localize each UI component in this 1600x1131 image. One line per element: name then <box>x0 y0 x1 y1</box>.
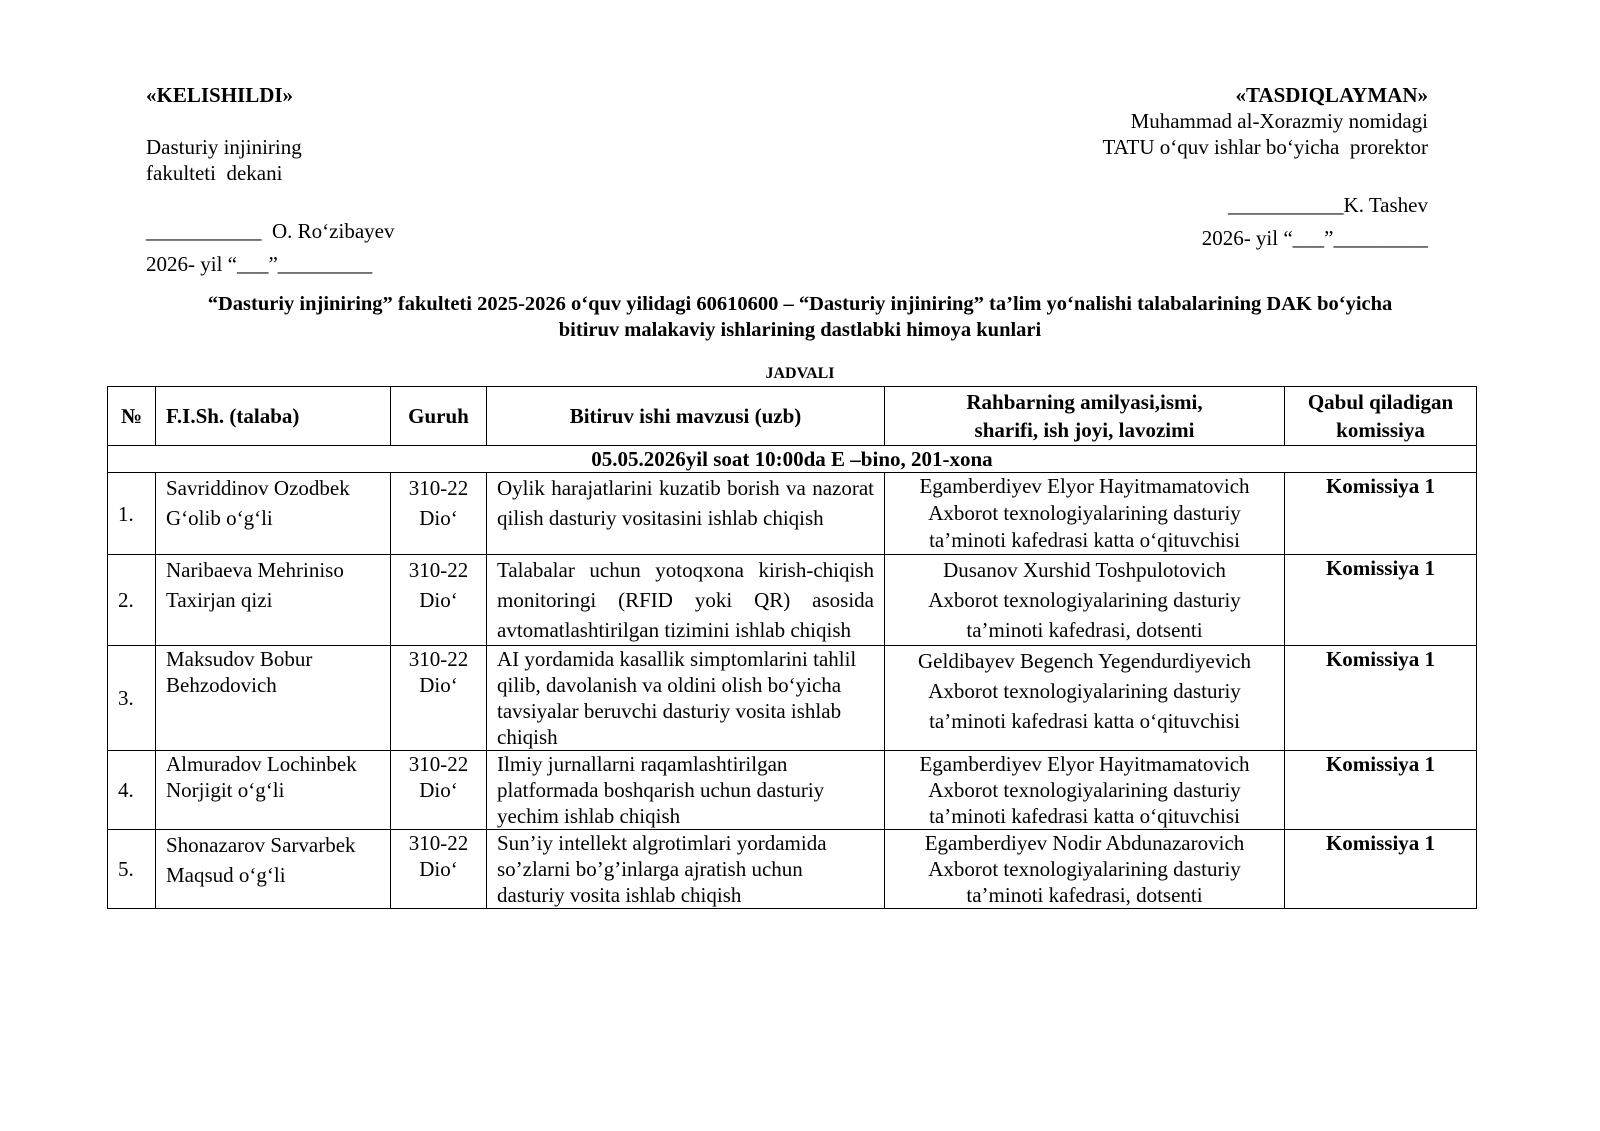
table-header-row <box>108 387 1477 446</box>
supervisor-name: Geldibayev Begench Yegendurdiyevich <box>918 649 1251 673</box>
student-patronymic: Taxirjan qizi <box>166 588 273 612</box>
student-surname-name: Almuradov Lochinbek <box>166 752 357 776</box>
supervisor-position: ta’minoti kafedrasi katta o‘qituvchisi <box>929 709 1240 733</box>
student-name <box>156 555 391 646</box>
thesis-topic: Talabalar uchun yotoqxona kirish-chiqish monitoringi (RFID yoki QR) asosida avtomatlashtirilgan tizimini ishlab chiqish <box>487 555 885 646</box>
supervisor-department: Axborot texnologiyalarining dasturiy <box>928 857 1241 881</box>
header-commission-line1: Qabul qiladigan <box>1307 390 1454 414</box>
supervisor-department: Axborot texnologiyalarining dasturiy <box>928 778 1241 802</box>
supervisor-name: Egamberdiyev Nodir Abdunazarovich <box>924 831 1245 855</box>
dean-position-line2: fakulteti dekani <box>146 161 283 185</box>
student-surname-name: Savriddinov Ozodbek <box>166 476 350 500</box>
dean-signature-line: ___________ O. Ro‘zibayev <box>146 219 395 243</box>
student-patronymic: Maqsud o‘g‘li <box>166 863 286 887</box>
supervisor-name: Egamberdiyev Elyor Hayitmamatovich <box>919 474 1250 498</box>
supervisor-position: ta’minoti kafedrasi katta o‘qituvchisi <box>929 528 1240 552</box>
dean-date-line: 2026- yil “___”_________ <box>146 252 373 276</box>
supervisor-position: ta’minoti kafedrasi katta o‘qituvchisi <box>929 804 1240 828</box>
student-surname-name: Shonazarov Sarvarbek <box>166 833 356 857</box>
group-code: 310-22 <box>408 647 469 671</box>
thesis-topic: Oylik harajatlarini kuzatib borish va nazorat qilish dasturiy vositasini ishlab chiqish <box>487 473 885 555</box>
student-patronymic: Behzodovich <box>166 673 277 697</box>
row-number: 3. <box>108 646 156 751</box>
prorector-position-line2: TATU o‘quv ishlar bo‘yicha prorektor <box>1102 135 1428 159</box>
header-student-name: F.I.Sh. (talaba) <box>156 387 391 446</box>
table-row <box>108 473 1477 555</box>
group-code: 310-22 <box>408 831 469 855</box>
prorector-date-line: 2026- yil “___”_________ <box>1201 226 1428 250</box>
supervisor <box>885 646 1285 751</box>
thesis-topic: Ilmiy jurnallarni raqamlashtirilgan platformada boshqarish uchun dasturiy yechim ishlab chiqish <box>487 751 885 830</box>
supervisor-position: ta’minoti kafedrasi, dotsenti <box>966 883 1203 907</box>
approve-block <box>728 82 1428 251</box>
student-group <box>391 751 487 830</box>
student-surname-name: Naribaeva Mehriniso <box>166 558 344 582</box>
commission: Komissiya 1 <box>1285 751 1477 830</box>
document-title <box>130 291 1470 343</box>
header-commission <box>1285 387 1477 446</box>
supervisor-position: ta’minoti kafedrasi, dotsenti <box>966 618 1203 642</box>
student-group <box>391 830 487 909</box>
header-group: Guruh <box>391 387 487 446</box>
group-code: 310-22 <box>408 752 469 776</box>
row-number: 5. <box>108 830 156 909</box>
group-suffix: Dio‘ <box>419 857 458 881</box>
group-code: 310-22 <box>408 558 469 582</box>
row-number: 4. <box>108 751 156 830</box>
commission: Komissiya 1 <box>1285 646 1477 751</box>
student-name <box>156 646 391 751</box>
header-supervisor-line2: sharifi, ish joyi, lavozimi <box>974 418 1195 442</box>
header-commission-line2: komissiya <box>1336 418 1425 442</box>
supervisor <box>885 473 1285 555</box>
defense-schedule-table <box>107 386 1477 909</box>
supervisor-department: Axborot texnologiyalarining dasturiy <box>928 501 1241 525</box>
row-number: 2. <box>108 555 156 646</box>
student-patronymic: G‘olib o‘g‘li <box>166 506 273 530</box>
prorector-signature-line: ___________K. Tashev <box>1228 193 1428 217</box>
session-row <box>108 446 1477 473</box>
prorector-position-line1: Muhammad al-Xorazmiy nomidagi <box>1130 109 1428 133</box>
approve-heading: «TASDIQLAYMAN» <box>1235 83 1428 107</box>
student-group <box>391 646 487 751</box>
student-patronymic: Norjigit o‘g‘li <box>166 778 285 802</box>
dean-position-line1: Dasturiy injiniring <box>146 135 302 159</box>
commission: Komissiya 1 <box>1285 473 1477 555</box>
agreed-block <box>146 82 546 277</box>
row-number: 1. <box>108 473 156 555</box>
student-name <box>156 473 391 555</box>
header-number: № <box>108 387 156 446</box>
table-row <box>108 830 1477 909</box>
group-suffix: Dio‘ <box>419 506 458 530</box>
header-supervisor <box>885 387 1285 446</box>
header-topic: Bitiruv ishi mavzusi (uzb) <box>487 387 885 446</box>
document-title-line2: bitiruv malakaviy ishlarining dastlabki himoya kunlari <box>558 319 1042 341</box>
student-group <box>391 555 487 646</box>
student-name <box>156 751 391 830</box>
student-name <box>156 830 391 909</box>
thesis-topic: Sun’iy intellekt algrotimlari yordamida so’zlarni bo’g’inlarga ajratish uchun dasturiy vosita ishlab chiqish <box>487 830 885 909</box>
supervisor-name: Egamberdiyev Elyor Hayitmamatovich <box>919 752 1250 776</box>
commission: Komissiya 1 <box>1285 555 1477 646</box>
group-code: 310-22 <box>408 476 469 500</box>
table-row <box>108 751 1477 830</box>
supervisor-department: Axborot texnologiyalarining dasturiy <box>928 679 1241 703</box>
table-row <box>108 646 1477 751</box>
agreed-heading: «KELISHILDI» <box>146 83 294 107</box>
group-suffix: Dio‘ <box>419 588 458 612</box>
supervisor-department: Axborot texnologiyalarining dasturiy <box>928 588 1241 612</box>
document-subtitle: JADVALI <box>765 365 835 382</box>
group-suffix: Dio‘ <box>419 778 458 802</box>
table-row <box>108 555 1477 646</box>
thesis-topic: AI yordamida kasallik simptomlarini tahlil qilib, davolanish va oldini olish bo‘yicha tavsiyalar beruvchi dasturiy vosita ishlab chiqish <box>487 646 885 751</box>
commission: Komissiya 1 <box>1285 830 1477 909</box>
supervisor <box>885 555 1285 646</box>
session-date-location: 05.05.2026yil soat 10:00da E –bino, 201-xona <box>108 446 1477 473</box>
supervisor-name: Dusanov Xurshid Toshpulotovich <box>943 558 1226 582</box>
student-surname-name: Maksudov Bobur <box>166 647 313 671</box>
student-group <box>391 473 487 555</box>
supervisor <box>885 751 1285 830</box>
supervisor <box>885 830 1285 909</box>
header-supervisor-line1: Rahbarning amilyasi,ismi, <box>966 390 1203 414</box>
document-title-line1: “Dasturiy injiniring” fakulteti 2025-2026 o‘quv yilidagi 60610600 – “Dasturiy injiniring” ta’lim yo‘nalishi talabalarining DAK bo‘yicha <box>207 293 1393 315</box>
group-suffix: Dio‘ <box>419 673 458 697</box>
